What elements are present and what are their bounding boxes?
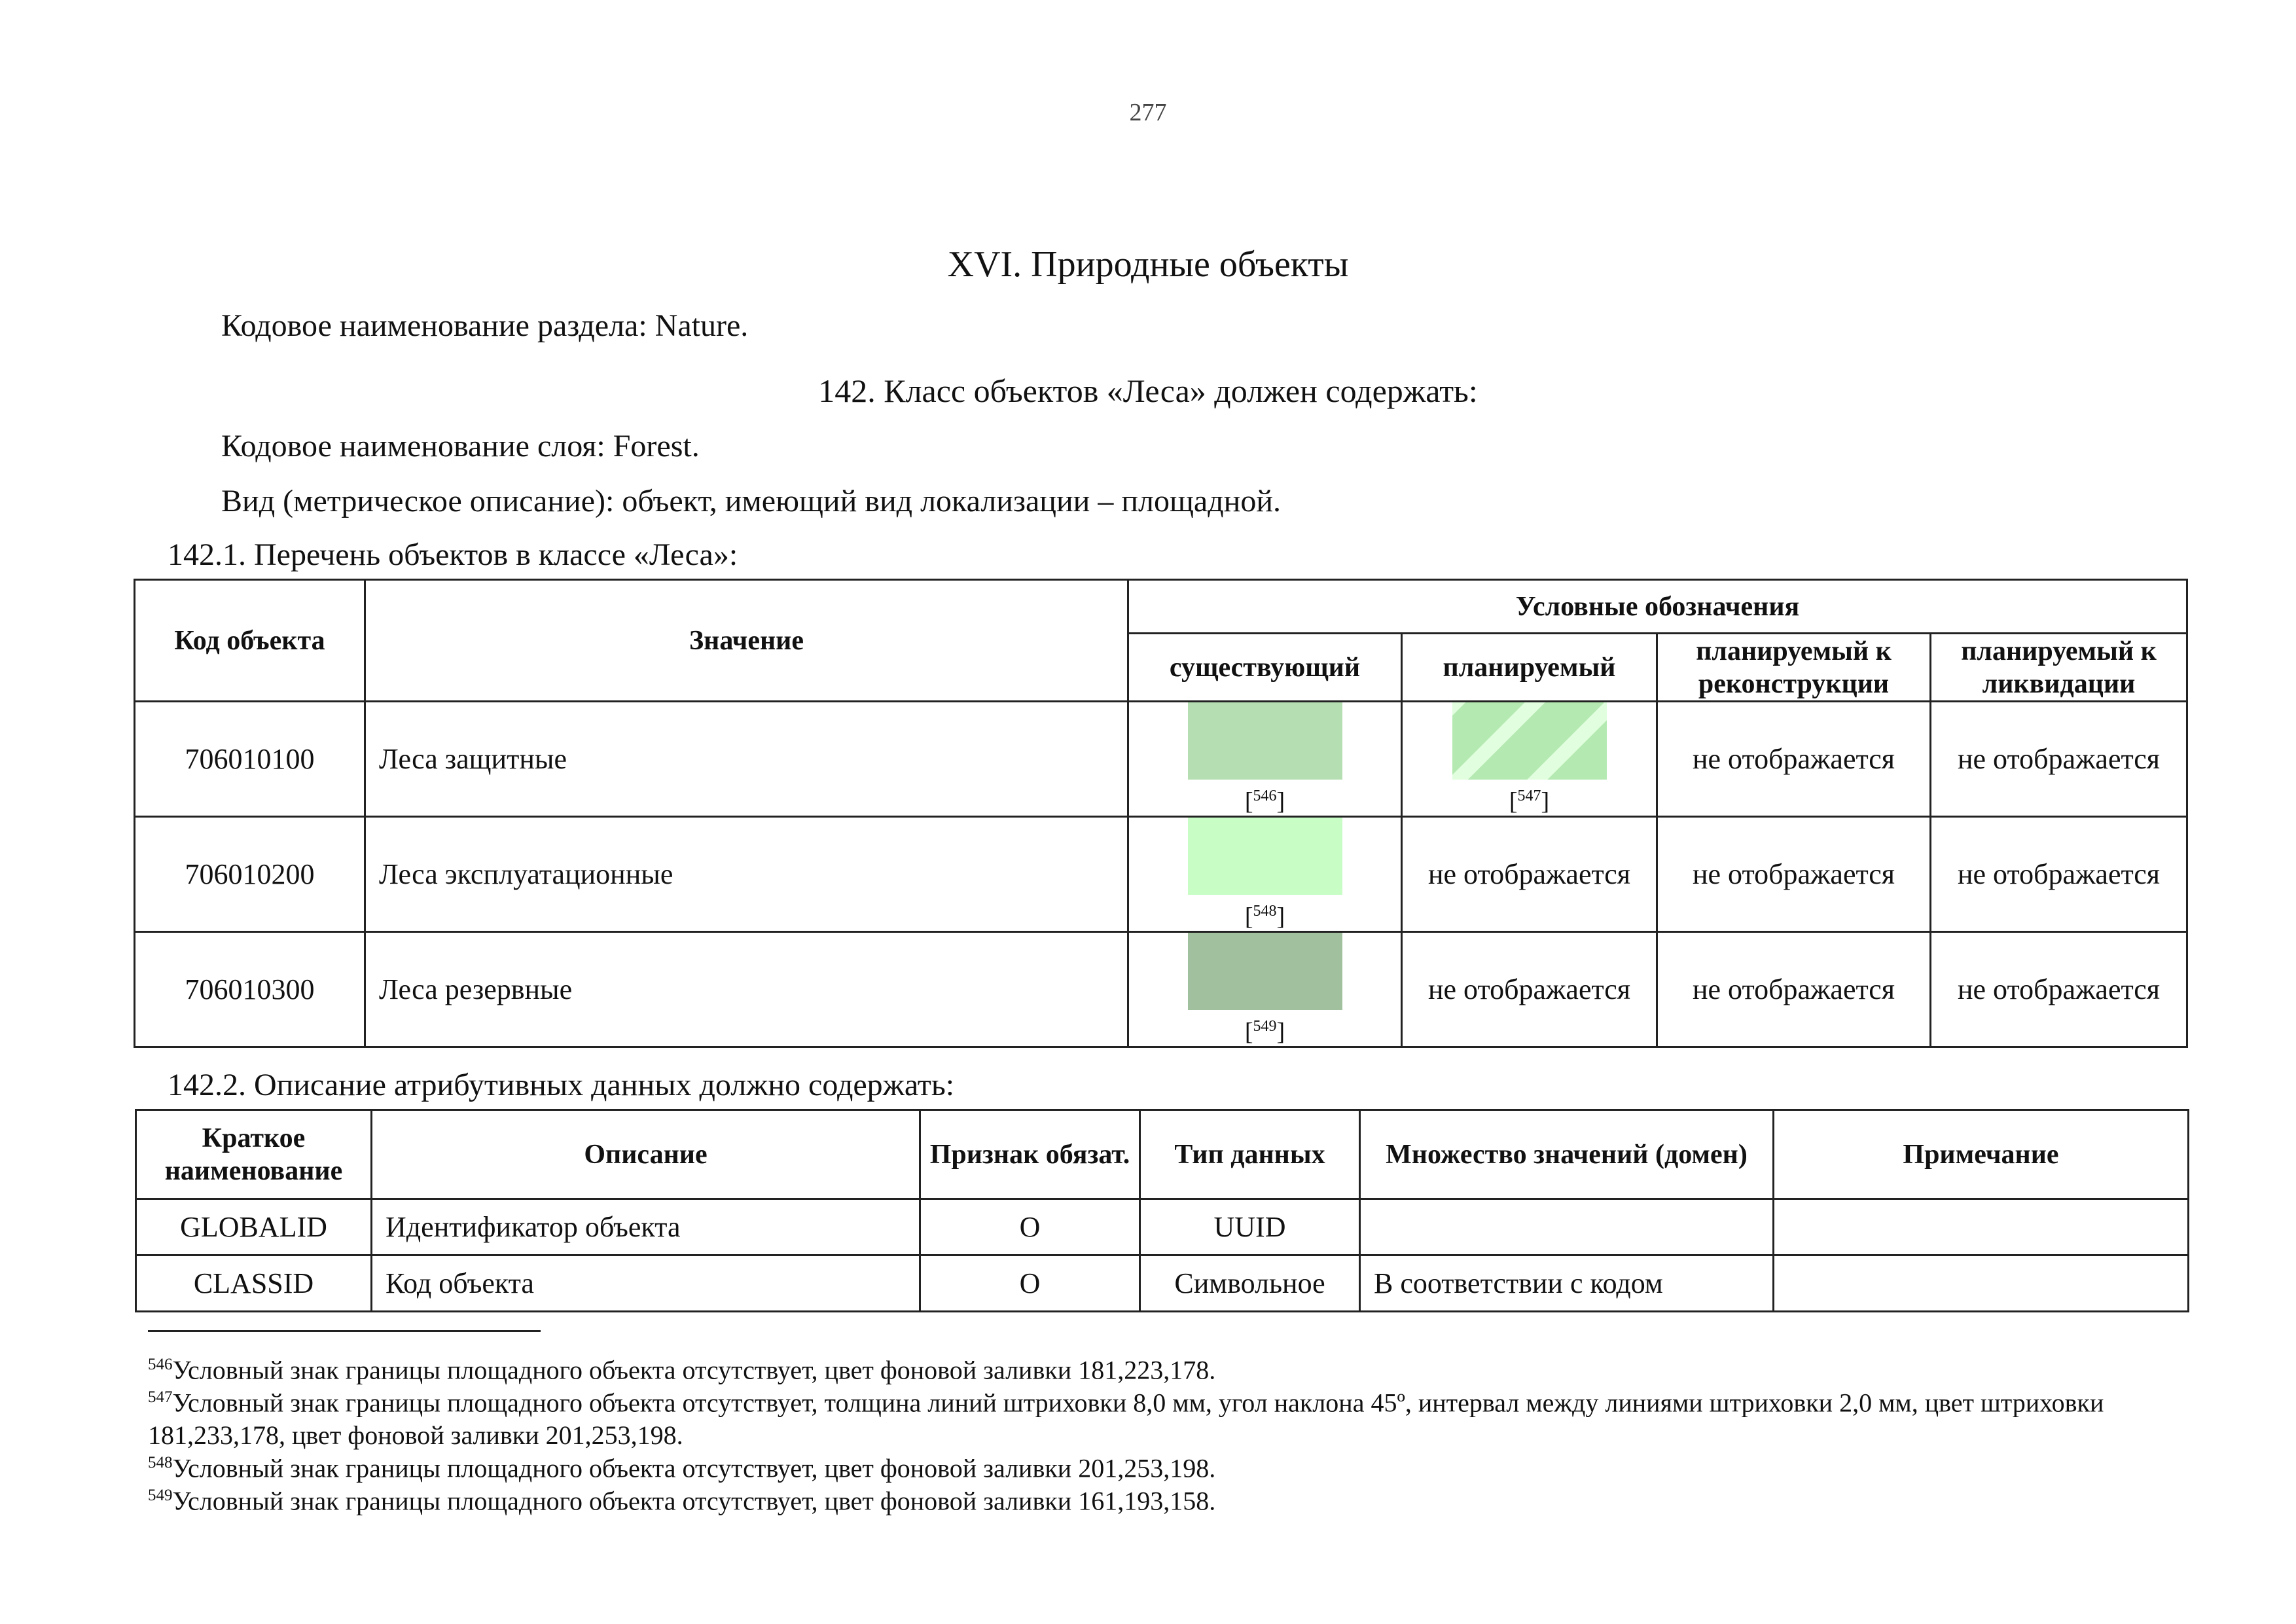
header-description: Описание — [372, 1110, 920, 1199]
footnote-546: $^{546}$Условный знак границы площадного объекта отсутствует, цвет фоновой заливки 181,223,178. — [148, 1355, 1216, 1385]
attr-required: O — [920, 1255, 1140, 1312]
table-row — [135, 932, 2187, 1047]
section-code-text: Кодовое наименование раздела: Nature. — [221, 308, 749, 343]
object-value: Леса эксплуатационные — [365, 817, 1128, 932]
page-number: 277 — [1129, 99, 1167, 126]
table-row — [136, 1255, 2189, 1312]
attr-data-type: UUID — [1140, 1199, 1360, 1255]
footnote-549: $^{549}$Условный знак границы площадного объекта отсутствует, цвет фоновой заливки 161,193,158. — [148, 1486, 1216, 1516]
footnote-ref: [$^{549}$] — [1244, 1018, 1285, 1046]
symbol-reconstruction: не отображается — [1657, 702, 1931, 817]
section-title: XVI. Природные объекты — [947, 244, 1349, 285]
attr-description: Код объекта — [372, 1255, 920, 1312]
symbol-planned-cell — [1402, 702, 1657, 817]
attributes-heading: 142.2. Описание атрибутивных данных должно содержать: — [168, 1068, 955, 1102]
header-short-name: Краткое наименование — [136, 1110, 372, 1199]
symbol-reconstruction: не отображается — [1657, 932, 1931, 1047]
header-code: Код объекта — [135, 580, 365, 702]
object-value: Леса резервные — [365, 932, 1128, 1047]
header-planned: планируемый — [1402, 634, 1657, 702]
header-existing: существующий — [1128, 634, 1402, 702]
table-row — [136, 1199, 2189, 1255]
object-value: Леса защитные — [365, 702, 1128, 817]
attr-short-name: GLOBALID — [136, 1199, 372, 1255]
symbol-liquidation: не отображается — [1931, 932, 2187, 1047]
fill-swatch — [1188, 933, 1342, 1010]
header-domain: Множество значений (домен) — [1360, 1110, 1774, 1199]
layer-code-text: Кодовое наименование слоя: Forest. — [221, 429, 700, 463]
class-heading: 142. Класс объектов «Леса» должен содержать: — [818, 372, 1478, 409]
header-value: Значение — [365, 580, 1128, 702]
header-reconstruction: планируемый к реконструкции — [1657, 634, 1931, 702]
symbol-liquidation: не отображается — [1931, 817, 2187, 932]
symbol-existing-cell — [1128, 817, 1402, 932]
object-code: 706010200 — [135, 817, 365, 932]
symbol-liquidation: не отображается — [1931, 702, 2187, 817]
attr-domain — [1360, 1199, 1774, 1255]
symbol-reconstruction: не отображается — [1657, 817, 1931, 932]
symbol-existing-cell — [1128, 932, 1402, 1047]
geometry-type-text: Вид (метрическое описание): объект, имеющий вид локализации – площадной. — [221, 484, 1282, 518]
object-code: 706010300 — [135, 932, 365, 1047]
object-code: 706010100 — [135, 702, 365, 817]
attr-domain: В соответствии с кодом — [1360, 1255, 1774, 1312]
fill-swatch — [1188, 818, 1342, 895]
objects-heading: 142.1. Перечень объектов в классе «Леса»: — [168, 537, 738, 572]
attr-data-type: Символьное — [1140, 1255, 1360, 1312]
hatch-swatch — [1452, 702, 1607, 780]
attr-note — [1774, 1255, 2189, 1312]
attributes-table — [135, 1109, 2189, 1312]
table-row — [135, 702, 2187, 817]
header-symbols: Условные обозначения — [1128, 580, 2187, 634]
table-row — [135, 817, 2187, 932]
symbol-existing-cell — [1128, 702, 1402, 817]
header-data-type: Тип данных — [1140, 1110, 1360, 1199]
footnote-ref: [$^{546}$] — [1244, 787, 1285, 816]
objects-table — [134, 579, 2188, 1048]
symbol-planned: не отображается — [1402, 817, 1657, 932]
header-liquidation: планируемый к ликвидации — [1931, 634, 2187, 702]
symbol-planned: не отображается — [1402, 932, 1657, 1047]
attr-required: O — [920, 1199, 1140, 1255]
footnote-ref: [$^{547}$] — [1509, 787, 1550, 816]
attr-short-name: CLASSID — [136, 1255, 372, 1312]
header-required: Признак обязат. — [920, 1110, 1140, 1199]
attr-note — [1774, 1199, 2189, 1255]
footnote-548: $^{548}$Условный знак границы площадного объекта отсутствует, цвет фоновой заливки 201,253,198. — [148, 1453, 1216, 1483]
footnote-separator — [148, 1330, 541, 1332]
attr-description: Идентификатор объекта — [372, 1199, 920, 1255]
footnote-ref: [$^{548}$] — [1244, 903, 1285, 931]
fill-swatch — [1188, 702, 1342, 780]
footnote-547: $^{547}$Условный знак границы площадного объекта отсутствует, толщина линий штриховки 8,0 мм, угол наклона 45º, интервал между линиями штриховки 2,0 мм, цвет штриховки 181,233,178, цвет фоновой заливки 201,253,198. — [148, 1388, 2104, 1451]
header-note: Примечание — [1774, 1110, 2189, 1199]
